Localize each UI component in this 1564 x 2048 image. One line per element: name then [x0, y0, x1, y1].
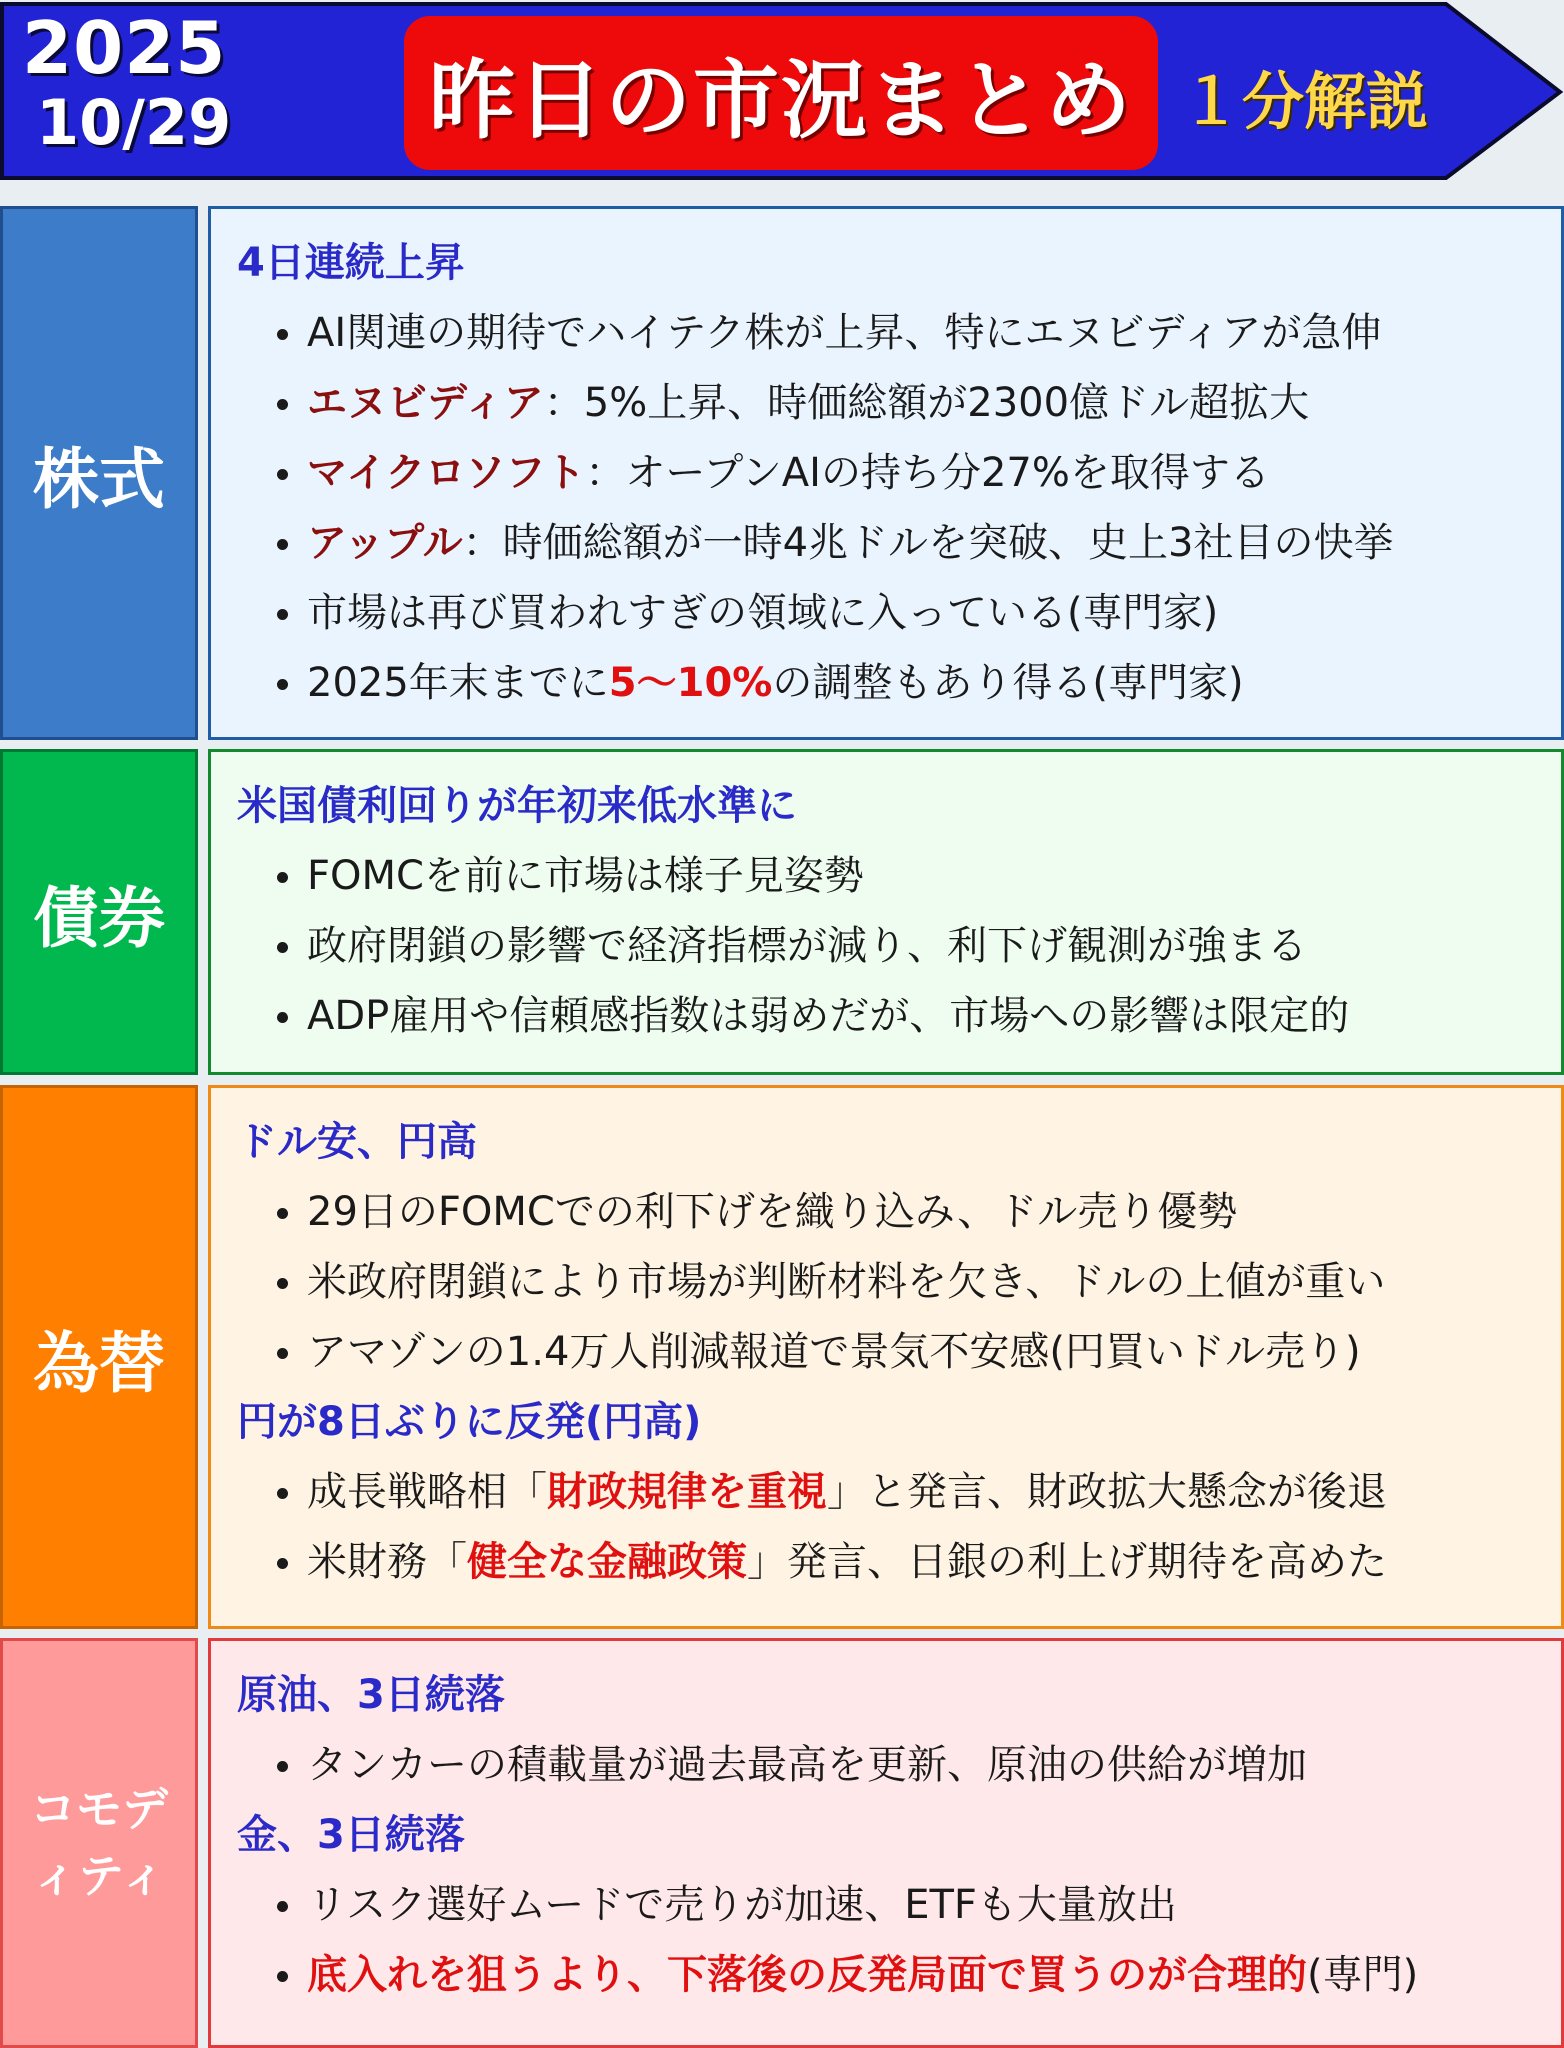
item-text: ：5%上昇、時価総額が2300億ドル超拡大: [543, 380, 1310, 426]
section-stocks: [0, 206, 1564, 740]
item-text: FOMCを前に市場は様子見姿勢: [307, 853, 864, 899]
item-highlight: アップル: [307, 520, 463, 566]
header-banner: [0, 0, 1564, 182]
section-label-text: 為替: [33, 1324, 165, 1402]
section-label-text: 株式: [33, 440, 165, 518]
list-item: [237, 1947, 1561, 2017]
section-label-commodities: [0, 1638, 198, 2048]
section-label-stocks: [0, 206, 198, 740]
item-text: (専門): [1307, 1952, 1419, 1998]
list-item: [237, 445, 1561, 515]
panel-stocks: [208, 206, 1564, 740]
panel-commodities: [208, 1638, 1564, 2048]
item-text: ADP雇用や信頼感指数は弱めだが、市場への影響は限定的: [307, 993, 1350, 1039]
section-label-text: 債券: [33, 879, 165, 957]
item-text: 」と発言、財政拡大懸念が後退: [827, 1469, 1387, 1515]
item-text: 成長戦略相「: [307, 1469, 547, 1515]
date-year: 2025: [22, 6, 227, 90]
label-line: コモデ: [30, 1782, 168, 1837]
item-text: ：オープンAIの持ち分27%を取得する: [585, 450, 1270, 496]
list-item: [237, 1534, 1561, 1604]
item-text: AI関連の期待でハイテク株が上昇、特にエヌビディアが急伸: [307, 310, 1382, 356]
item-highlight: 健全な金融政策: [467, 1539, 747, 1585]
label-line: ィティ: [31, 1849, 167, 1903]
subtitle: １分解説: [1180, 65, 1429, 138]
list-item: [237, 1324, 1561, 1394]
list-item: [237, 1737, 1561, 1807]
item-highlight: マイクロソフト: [307, 450, 586, 496]
list-item: [237, 1254, 1561, 1324]
list-item: [237, 1184, 1561, 1254]
item-text: リスク選好ムードで売りが加速、ETFも大量放出: [307, 1882, 1177, 1928]
list-item: [237, 1464, 1561, 1534]
section-label-fx: [0, 1085, 198, 1629]
list-item: [237, 585, 1561, 655]
section-bonds: [0, 749, 1564, 1075]
item-text: タンカーの積載量が過去最高を更新、原油の供給が増加: [307, 1742, 1307, 1788]
list-item: [237, 375, 1561, 445]
item-highlight: 財政規律を重視: [547, 1469, 827, 1515]
title-box: [404, 16, 1158, 170]
section-commodities: [0, 1638, 1564, 2048]
item-highlight: 底入れを狙うより、下落後の反発局面で買うのが合理的: [307, 1952, 1307, 1998]
section-heading: 4日連続上昇: [237, 240, 465, 286]
item-text: 米財務「: [307, 1539, 467, 1585]
section-heading: ドル安、円高: [237, 1119, 477, 1165]
panel-bonds: [208, 749, 1564, 1075]
item-text: 」発言、日銀の利上げ期待を高めた: [747, 1539, 1387, 1585]
section-heading: 原油、3日続落: [237, 1672, 505, 1718]
list-item: [237, 655, 1561, 725]
item-text: ：時価総額が一時4兆ドルを突破、史上3社目の快挙: [462, 520, 1394, 566]
item-text: の調整もあり得る(専門家): [772, 660, 1244, 706]
section-heading: 米国債利回りが年初来低水準に: [237, 783, 797, 829]
section-heading: 円が8日ぶりに反発(円高): [237, 1399, 702, 1445]
list-item: [237, 918, 1561, 988]
list-item: [237, 305, 1561, 375]
item-highlight: エヌビディア: [307, 380, 544, 426]
item-text: アマゾンの1.4万人削減報道で景気不安感(円買いドル売り): [307, 1329, 1361, 1375]
item-text: 29日のFOMCでの利下げを織り込み、ドル売り優勢: [307, 1189, 1238, 1235]
section-label-bonds: [0, 749, 198, 1075]
list-item: [237, 848, 1561, 918]
section-fx: [0, 1085, 1564, 1629]
item-highlight: 5〜10%: [608, 660, 773, 706]
section-heading: 金、3日続落: [237, 1812, 465, 1858]
date-day: 10/29: [36, 86, 232, 159]
item-text: 政府閉鎖の影響で経済指標が減り、利下げ観測が強まる: [307, 923, 1307, 969]
item-text: 市場は再び買われすぎの領域に入っている(専門家): [307, 590, 1219, 636]
item-text: 米政府閉鎖により市場が判断材料を欠き、ドルの上値が重い: [307, 1259, 1386, 1305]
page-title: 昨日の市況まとめ: [429, 51, 1133, 151]
list-item: [237, 515, 1561, 585]
list-item: [237, 988, 1561, 1058]
panel-fx: [208, 1085, 1564, 1629]
section-label-text: [24, 1776, 174, 1909]
date-block: [22, 6, 262, 159]
item-text: 2025年末までに: [307, 660, 609, 706]
list-item: [237, 1877, 1561, 1947]
